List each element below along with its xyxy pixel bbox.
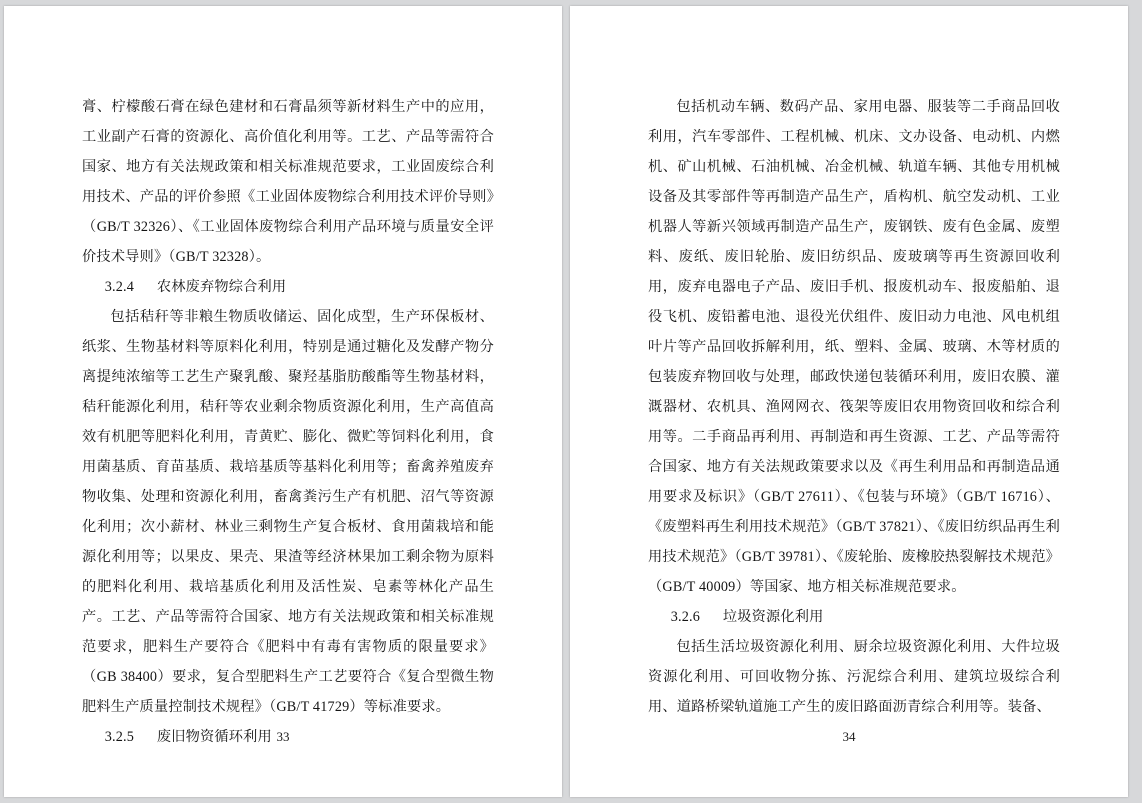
section-number: 3.2.4 xyxy=(104,279,135,295)
page-left xyxy=(4,6,562,797)
section-heading xyxy=(648,602,1060,632)
page-left-body xyxy=(82,92,494,752)
section-title: 废旧物资循环利用 xyxy=(156,729,272,745)
section-title: 垃圾资源化利用 xyxy=(722,609,824,625)
page-right-body xyxy=(648,92,1060,722)
section-title: 农林废弃物综合利用 xyxy=(156,279,287,295)
paragraph: 包括秸秆等非粮生物质收储运、固化成型，生产环保板材、纸浆、生物基材料等原料化利用，特别是通过糖化及发酵产物分离提纯浓缩等工艺生产聚乳酸、聚羟基脂肪酸酯等生物基材料，秸秆能源化利用，秸秆等农业剩余物质资源化利用，生产高值高效有机肥等肥料化利用，青黄贮、膨化、微贮等饲料化利用，食用菌基质、育苗基质、栽培基质等基料化利用等；畜禽养殖废弃物收集、处理和资源化利用，畜禽粪污生产有机肥、沼气等资源化利用；次小薪材、林业三剩物生产复合板材、食用菌栽培和能源化利用等；以果皮、果壳、果渣等经济林果加工剩余物为原料的肥料化利用、栽培基质化利用及活性炭、皂素等林化产品生产。工艺、产品等需符合国家、地方有关法规政策和相关标准规范要求，肥料生产要符合《肥料中有毒有害物质的限量要求》（GB 38400）要求，复合型肥料生产工艺要符合《复合型微生物肥料生产质量控制技术规程》（GB/T 41729）等标准要求。 xyxy=(82,309,494,715)
paragraph: 包括机动车辆、数码产品、家用电器、服装等二手商品回收利用，汽车零部件、工程机械、机床、文办设备、电动机、内燃机、矿山机械、石油机械、冶金机械、轨道车辆、其他专用机械设备及其零部件等再制造产品生产，盾构机、航空发动机、工业机器人等新兴领域再制造产品生产，废钢铁、废有色金属、废塑料、废纸、废旧轮胎、废旧纺织品、废玻璃等再生资源回收利用，废弃电器电子产品、废旧手机、报废机动车、报废船舶、退役飞机、废铅蓄电池、退役光伏组件、废旧动力电池、风电机组叶片等产品回收拆解利用，纸、塑料、金属、玻璃、木等材质的包装废弃物回收与处理，邮政快递包装循环利用，废旧农膜、灌溉器材、农机具、渔网网衣、筏架等废旧农用物资回收和综合利用等。二手商品再利用、再制造和再生资源、工艺、产品等需符合国家、地方有关法规政策要求以及《再生利用品和再制造品通用要求及标识》（GB/T 27611）、《包装与环境》（GB/T 16716）、《废塑料再生利用技术规范》（GB/T 37821）、《废旧纺织品再生利用技术规范》（GB/T 39781）、《废轮胎、废橡胶热裂解技术规范》（GB/T 40009）等国家、地方相关标准规范要求。 xyxy=(648,99,1060,595)
page-number: 33 xyxy=(276,729,290,744)
page-number: 34 xyxy=(842,729,856,744)
section-heading xyxy=(82,272,494,302)
section-number: 3.2.6 xyxy=(670,609,701,625)
paragraph: 膏、柠檬酸石膏在绿色建材和石膏晶须等新材料生产中的应用，工业副产石膏的资源化、高价值化利用等。工艺、产品等需符合国家、地方有关法规政策和相关标准规范要求，工业固废综合利用技术、产品的评价参照《工业固体废物综合利用技术评价导则》（GB/T 32326）、《工业固体废物综合利用产品环境与质量安全评价技术导则》（GB/T 32328）。 xyxy=(82,99,494,265)
section-number: 3.2.5 xyxy=(104,729,135,745)
paragraph: 包括生活垃圾资源化利用、厨余垃圾资源化利用、大件垃圾资源化利用、可回收物分拣、污泥综合利用、建筑垃圾综合利用、道路桥梁轨道施工产生的废旧路面沥青综合利用等。装备、 xyxy=(648,639,1060,715)
page-right xyxy=(570,6,1128,797)
